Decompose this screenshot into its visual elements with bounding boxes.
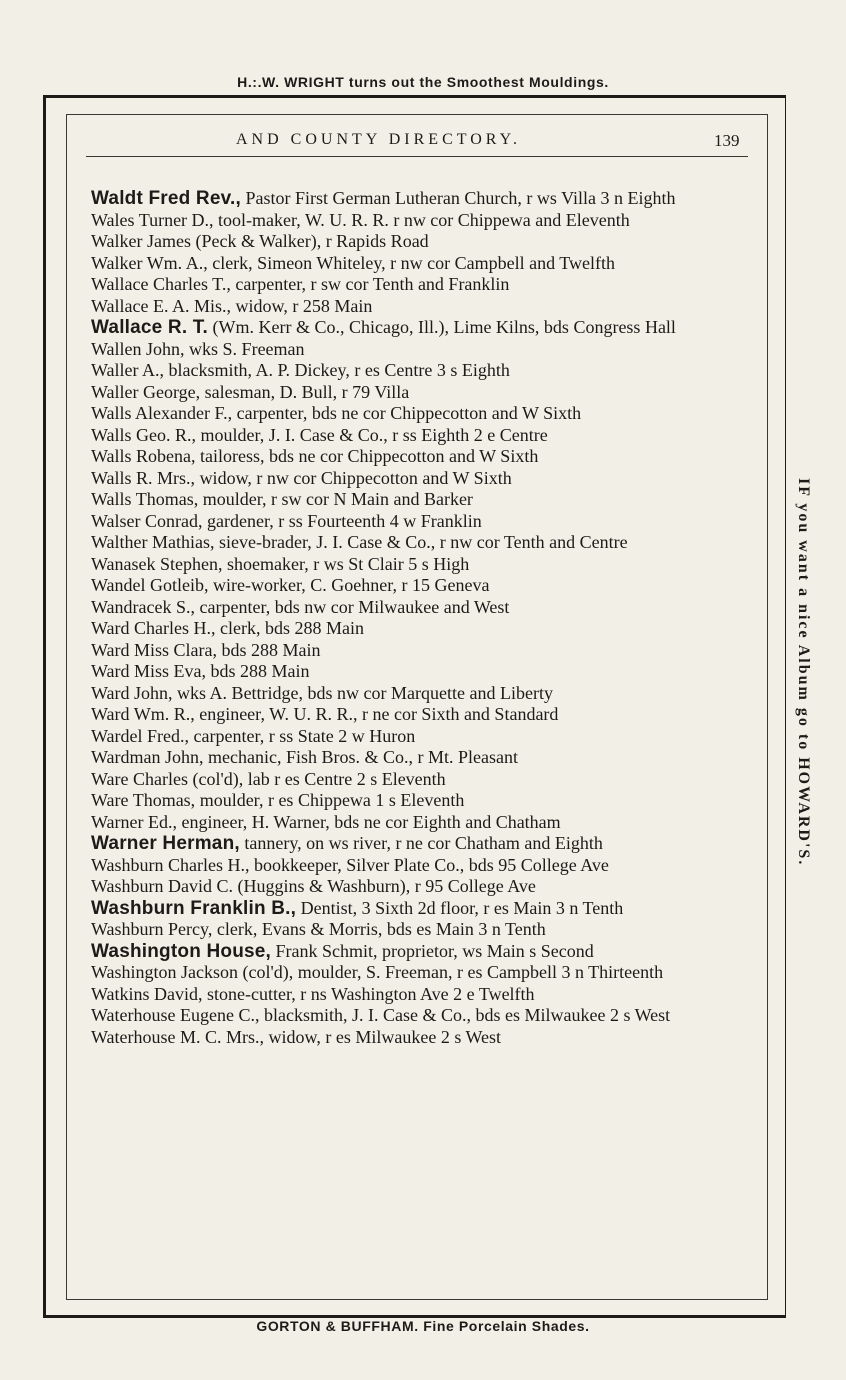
directory-entry — [91, 833, 742, 855]
bottom-advertisement: GORTON & BUFFHAM. Fine Porcelain Shades. — [256, 1318, 590, 1334]
entry-name: Walls Alexander F., — [91, 403, 233, 423]
entry-details: Dentist, 3 Sixth 2d floor, r es Main 3 n Tenth — [296, 897, 624, 918]
entry-name: Walker Wm. A., — [91, 252, 208, 273]
directory-entry — [91, 597, 742, 619]
entry-details: (Wm. Kerr & Co., Chicago, Ill.), Lime Kilns, bds Congress Hall — [208, 317, 676, 337]
entry-details: salesman, D. Bull, r 79 Villa — [200, 381, 410, 402]
entry-name: Warner Herman, — [91, 833, 240, 854]
directory-entries — [91, 188, 742, 1048]
entry-details: widow, r nw cor Chippecotton and W Sixth — [195, 467, 512, 488]
entry-name: Ward Miss Clara, — [91, 639, 218, 660]
directory-entry — [91, 941, 742, 963]
entry-details: gardener, r ss Fourteenth 4 w Franklin — [202, 510, 482, 531]
entry-details: wks S. Freeman — [184, 338, 305, 359]
entry-details: widow, r es Milwaukee 2 s West — [264, 1026, 502, 1047]
directory-entry — [91, 317, 742, 339]
entry-name: Ward Charles H., — [91, 618, 216, 638]
entry-details: carpenter, bds ne cor Chippecotton and W Sixth — [232, 403, 582, 423]
directory-entry — [91, 188, 742, 210]
entry-details: (col'd), lab r es Centre 2 s Eleventh — [188, 768, 446, 789]
entry-name: Warner Ed., — [91, 811, 178, 832]
directory-entry — [91, 618, 742, 640]
entry-name: Wallen John, — [91, 338, 185, 359]
directory-entry — [91, 489, 742, 511]
directory-entry — [91, 1027, 742, 1049]
directory-entry — [91, 919, 742, 941]
entry-name: Ward John, — [91, 682, 173, 703]
entry-details: (col'd), moulder, S. Freeman, r es Campbell 3 n Thirteenth — [238, 962, 664, 982]
directory-entry — [91, 876, 742, 898]
directory-entry — [91, 403, 742, 425]
entry-name: Watkins David, — [91, 983, 203, 1004]
entry-name: Waldt Fred Rev., — [91, 188, 241, 209]
entry-details: blacksmith, J. I. Case & Co., bds es Milwaukee 2 s West — [259, 1005, 671, 1025]
entry-details: tool-maker, W. U. R. R. r nw cor Chippewa and Eleventh — [213, 209, 630, 230]
entry-details: clerk, Evans & Morris, bds es Main 3 n Tenth — [212, 919, 546, 939]
entry-name: Ware Thomas, — [91, 790, 196, 810]
directory-entry — [91, 274, 742, 296]
entry-details: carpenter, bds nw cor Milwaukee and West — [195, 596, 510, 617]
directory-entry — [91, 1005, 742, 1027]
directory-entry — [91, 790, 742, 812]
entry-details: Frank Schmit, proprietor, ws Main s Second — [271, 940, 594, 961]
page-number: 139 — [714, 131, 740, 150]
header-rule — [86, 156, 748, 157]
entry-name: Wardel Fred., — [91, 725, 190, 746]
entry-name: Waterhouse M. C. Mrs., — [91, 1026, 265, 1047]
entry-name: Washington Jackson — [91, 962, 239, 982]
entry-details: bookkeeper, Silver Plate Co., bds 95 College Ave — [249, 854, 609, 875]
directory-entry — [91, 382, 742, 404]
entry-details: moulder, r sw cor N Main and Barker — [198, 489, 473, 509]
entry-details: carpenter, r sw cor Tenth and Franklin — [230, 274, 510, 294]
entry-details: tannery, on ws river, r ne cor Chatham and Eighth — [239, 833, 603, 853]
directory-entry — [91, 575, 742, 597]
entry-details: stone-cutter, r ns Washington Ave 2 e Twelfth — [202, 983, 535, 1004]
directory-entry — [91, 360, 742, 382]
entry-details: bds 288 Main — [206, 661, 310, 681]
entry-details: clerk, Simeon Whiteley, r nw cor Campbell and Twelfth — [207, 252, 616, 273]
entry-name: Washington House, — [91, 940, 272, 962]
entry-name: Washburn Percy, — [91, 919, 213, 939]
entry-name: Walls Geo. R., — [91, 424, 197, 445]
directory-entry — [91, 812, 742, 834]
directory-entry — [91, 683, 742, 705]
entry-details: sieve-brader, J. I. Case & Co., r nw cor Tenth and Centre — [214, 532, 628, 552]
entry-name: Walls R. Mrs., — [91, 467, 196, 488]
directory-entry — [91, 210, 742, 232]
entry-name: Walser Conrad, — [91, 510, 203, 531]
entry-name: Walls Thomas, — [91, 489, 199, 509]
entry-name: Washburn David C. — [91, 876, 234, 896]
entry-name: Wandel Gotleib, — [91, 575, 209, 595]
side-advertisement: IF you want a nice Album go to HOWARD'S. — [795, 478, 812, 867]
entry-details: shoemaker, r ws St Clair 5 s High — [222, 553, 470, 574]
entry-details: clerk, bds 288 Main — [215, 618, 364, 638]
entry-name: Wandracek S., — [91, 596, 196, 617]
entry-name: Waller George, — [91, 381, 201, 402]
entry-name: Ware Charles — [91, 768, 189, 789]
entry-name: Walther Mathias, — [91, 532, 215, 552]
entry-details: wire-worker, C. Goehner, r 15 Geneva — [208, 575, 490, 595]
entry-name: Washburn Charles H., — [91, 854, 250, 875]
entry-details: bds 288 Main — [217, 639, 321, 660]
entry-name: Wales Turner D., — [91, 209, 214, 230]
entry-name: Wallace Charles T., — [91, 274, 231, 294]
entry-details: Pastor First German Lutheran Church, r ws Villa 3 n Eighth — [240, 188, 676, 208]
entry-details: blacksmith, A. P. Dickey, r es Centre 3 s Eighth — [164, 360, 510, 380]
entry-details: moulder, r es Chippewa 1 s Eleventh — [195, 790, 465, 810]
entry-details: mechanic, Fish Bros. & Co., r Mt. Pleasant — [203, 747, 519, 767]
entry-details: wks A. Bettridge, bds nw cor Marquette and Liberty — [172, 682, 553, 703]
entry-name: Wardman John, — [91, 747, 204, 767]
directory-entry — [91, 747, 742, 769]
directory-entry — [91, 253, 742, 275]
top-advertisement: H.:.W. WRIGHT turns out the Smoothest Mouldings. — [237, 74, 609, 90]
entry-details: (Huggins & Washburn), r 95 College Ave — [233, 876, 536, 896]
entry-name: Ward Wm. R., — [91, 704, 195, 724]
directory-entry — [91, 468, 742, 490]
entry-details: (Peck & Walker), r Rapids Road — [191, 231, 429, 251]
directory-entry — [91, 532, 742, 554]
entry-details: carpenter, r ss State 2 w Huron — [189, 725, 416, 746]
directory-entry — [91, 984, 742, 1006]
running-head: AND COUNTY DIRECTORY. — [236, 131, 522, 148]
directory-entry — [91, 231, 742, 253]
directory-entry — [91, 661, 742, 683]
directory-entry — [91, 726, 742, 748]
directory-entry — [91, 640, 742, 662]
directory-entry — [91, 898, 742, 920]
entry-name: Washburn Franklin B., — [91, 897, 297, 919]
entry-details: engineer, H. Warner, bds ne cor Eighth and Chatham — [177, 811, 561, 832]
entry-details: tailoress, bds ne cor Chippecotton and W Sixth — [195, 446, 539, 466]
directory-entry — [91, 511, 742, 533]
entry-details: widow, r 258 Main — [231, 295, 373, 316]
directory-entry — [91, 704, 742, 726]
directory-entry — [91, 339, 742, 361]
directory-entry — [91, 296, 742, 318]
directory-entry — [91, 962, 742, 984]
entry-details: moulder, J. I. Case & Co., r ss Eighth 2 e Centre — [196, 424, 548, 445]
entry-name: Ward Miss Eva, — [91, 661, 207, 681]
entry-name: Walls Robena, — [91, 446, 196, 466]
directory-entry — [91, 446, 742, 468]
entry-name: Wanasek Stephen, — [91, 553, 223, 574]
directory-entry — [91, 855, 742, 877]
entry-name: Waller A., — [91, 360, 165, 380]
directory-entry — [91, 769, 742, 791]
entry-details: engineer, W. U. R. R., r ne cor Sixth and Standard — [194, 704, 559, 724]
entry-name: Waterhouse Eugene C., — [91, 1005, 260, 1025]
entry-name: Wallace R. T. — [91, 317, 208, 338]
entry-name: Wallace E. A. Mis., — [91, 295, 232, 316]
entry-name: Walker James — [91, 231, 192, 251]
directory-entry — [91, 554, 742, 576]
directory-entry — [91, 425, 742, 447]
